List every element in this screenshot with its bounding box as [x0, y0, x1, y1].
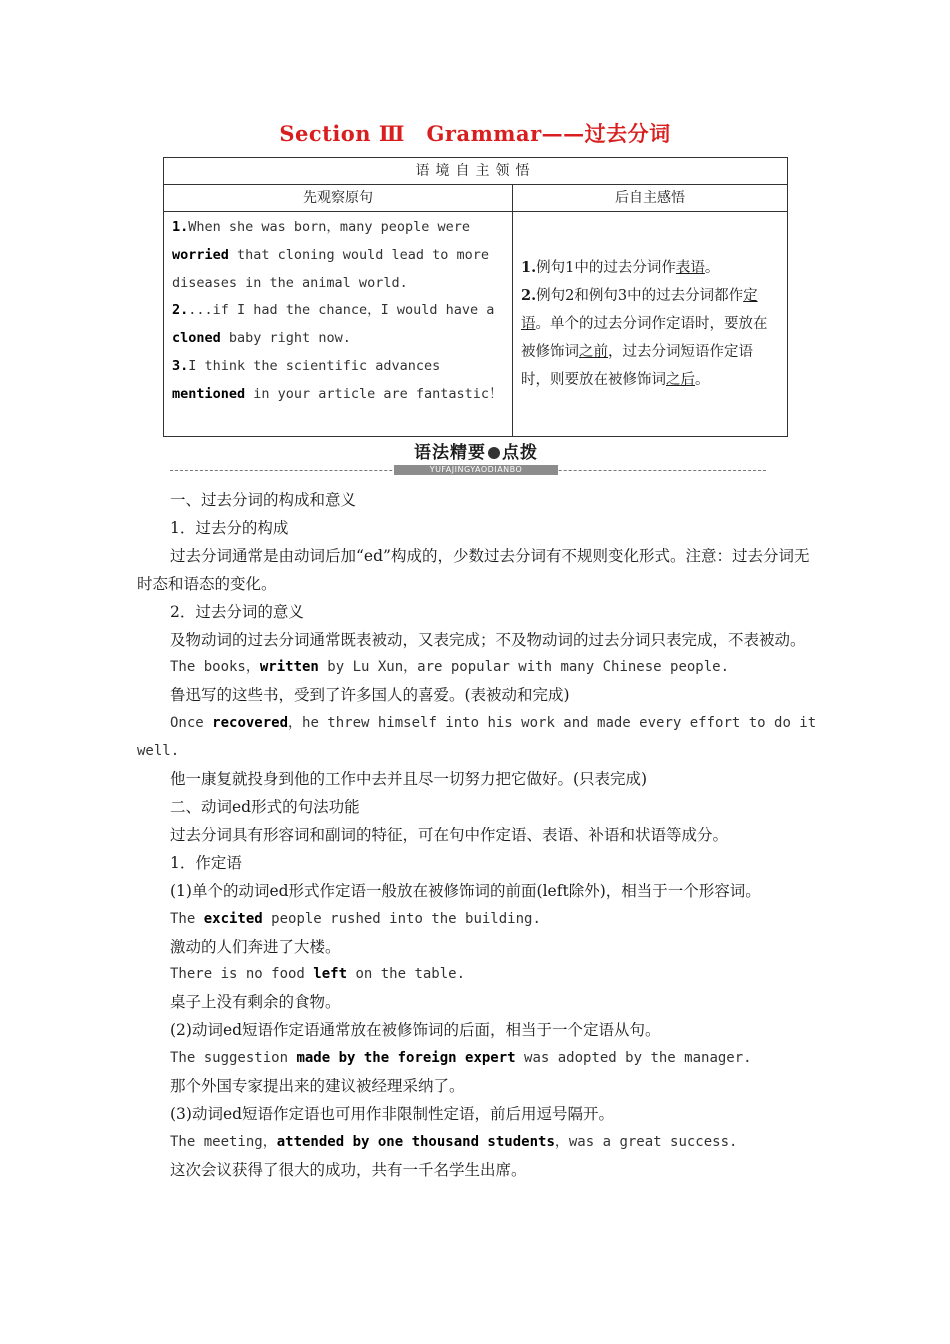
example-sentence-3: 3.I think the scientific advances mentioned in your article are fantastic！: [172, 357, 503, 402]
chinese-translation: 那个外国专家提出来的建议被经理采纳了。: [170, 1077, 465, 1096]
column-header-left: 先观察原句: [164, 185, 513, 212]
insight-cell: [513, 212, 788, 437]
section-heading: 一、过去分词的构成和意义: [170, 491, 357, 509]
chinese-translation: 桌子上没有剩余的食物。: [170, 993, 341, 1012]
subheading: 1．过去分的构成: [170, 518, 289, 537]
comparison-table: [163, 157, 788, 437]
column-header-right: 后自主感悟: [513, 185, 788, 212]
subheading: 1．作定语: [170, 853, 242, 872]
rule-text: (1)单个的动词ed形式作定语一般放在被修饰词的前面(left除外)，相当于一个形容词。: [170, 881, 761, 900]
page-title: Section Ⅲ Grammar——过去分词: [279, 121, 671, 146]
paragraph: 过去分词具有形容词和副词的特征，可在句中作定语、表语、补语和状语等成分。: [170, 825, 729, 844]
paragraph: 及物动词的过去分词通常既表被动，又表完成；不及物动词的过去分词只表完成，不表被动。: [170, 630, 806, 649]
example-sentence-2: 2....if I had the chance，I would have a cloned baby right now.: [172, 302, 495, 347]
english-example: The books，written by Lu Xun，are popular with many Chinese people.: [170, 659, 730, 676]
chinese-translation: 鲁迅写的这些书，受到了许多国人的喜爱。(表被动和完成): [170, 686, 570, 705]
paragraph: 过去分词通常是由动词后加“ed”构成的，少数过去分词有不规则变化形式。注意：过去分词无时态和语态的变化。: [137, 546, 810, 593]
english-example: The meeting，attended by one thousand students，was a great success.: [170, 1133, 738, 1150]
table-header: 语境自主领悟: [164, 158, 788, 185]
section-heading: 二、动词ed形式的句法功能: [170, 797, 360, 816]
chinese-translation: 激动的人们奔进了大楼。: [170, 937, 341, 956]
arrow-dot-icon: [488, 447, 500, 459]
english-example: There is no food left on the table.: [170, 966, 466, 983]
banner-label: 语法精要 点拨 YUFAJINGYAODIANBO: [392, 441, 560, 477]
english-example: The excited people rushed into the building.: [170, 910, 541, 927]
insight-1: 1.例句1中的过去分词作表语。: [521, 258, 720, 276]
subheading: 2．过去分词的意义: [170, 602, 304, 621]
section-banner: [170, 441, 766, 477]
original-sentences-cell: [164, 212, 513, 437]
grammar-content: [137, 487, 817, 1185]
english-example: Once recovered，he threw himself into his work and made every effort to do it well.: [137, 715, 817, 760]
example-sentence-1: 1.When she was born，many people were worried that cloning would lead to more diseases in the animal world.: [172, 219, 489, 291]
chinese-translation: 他一康复就投身到他的工作中去并且尽一切努力把它做好。(只表完成): [170, 770, 648, 789]
rule-text: (3)动词ed短语作定语也可用作非限制性定语，前后用逗号隔开。: [170, 1104, 615, 1123]
insight-2: 2.例句2和例句3中的过去分词都作定语。单个的过去分词作定语时，要放在被修饰词之前，过去分词短语作定语时，则要放在被修饰词之后。: [521, 287, 768, 388]
english-example: The suggestion made by the foreign expert was adopted by the manager.: [170, 1050, 752, 1067]
banner-pinyin: YUFAJINGYAODIANBO: [394, 465, 558, 475]
rule-text: (2)动词ed短语作定语通常放在被修饰词的后面，相当于一个定语从句。: [170, 1021, 661, 1040]
chinese-translation: 这次会议获得了很大的成功，共有一千名学生出席。: [170, 1160, 527, 1179]
